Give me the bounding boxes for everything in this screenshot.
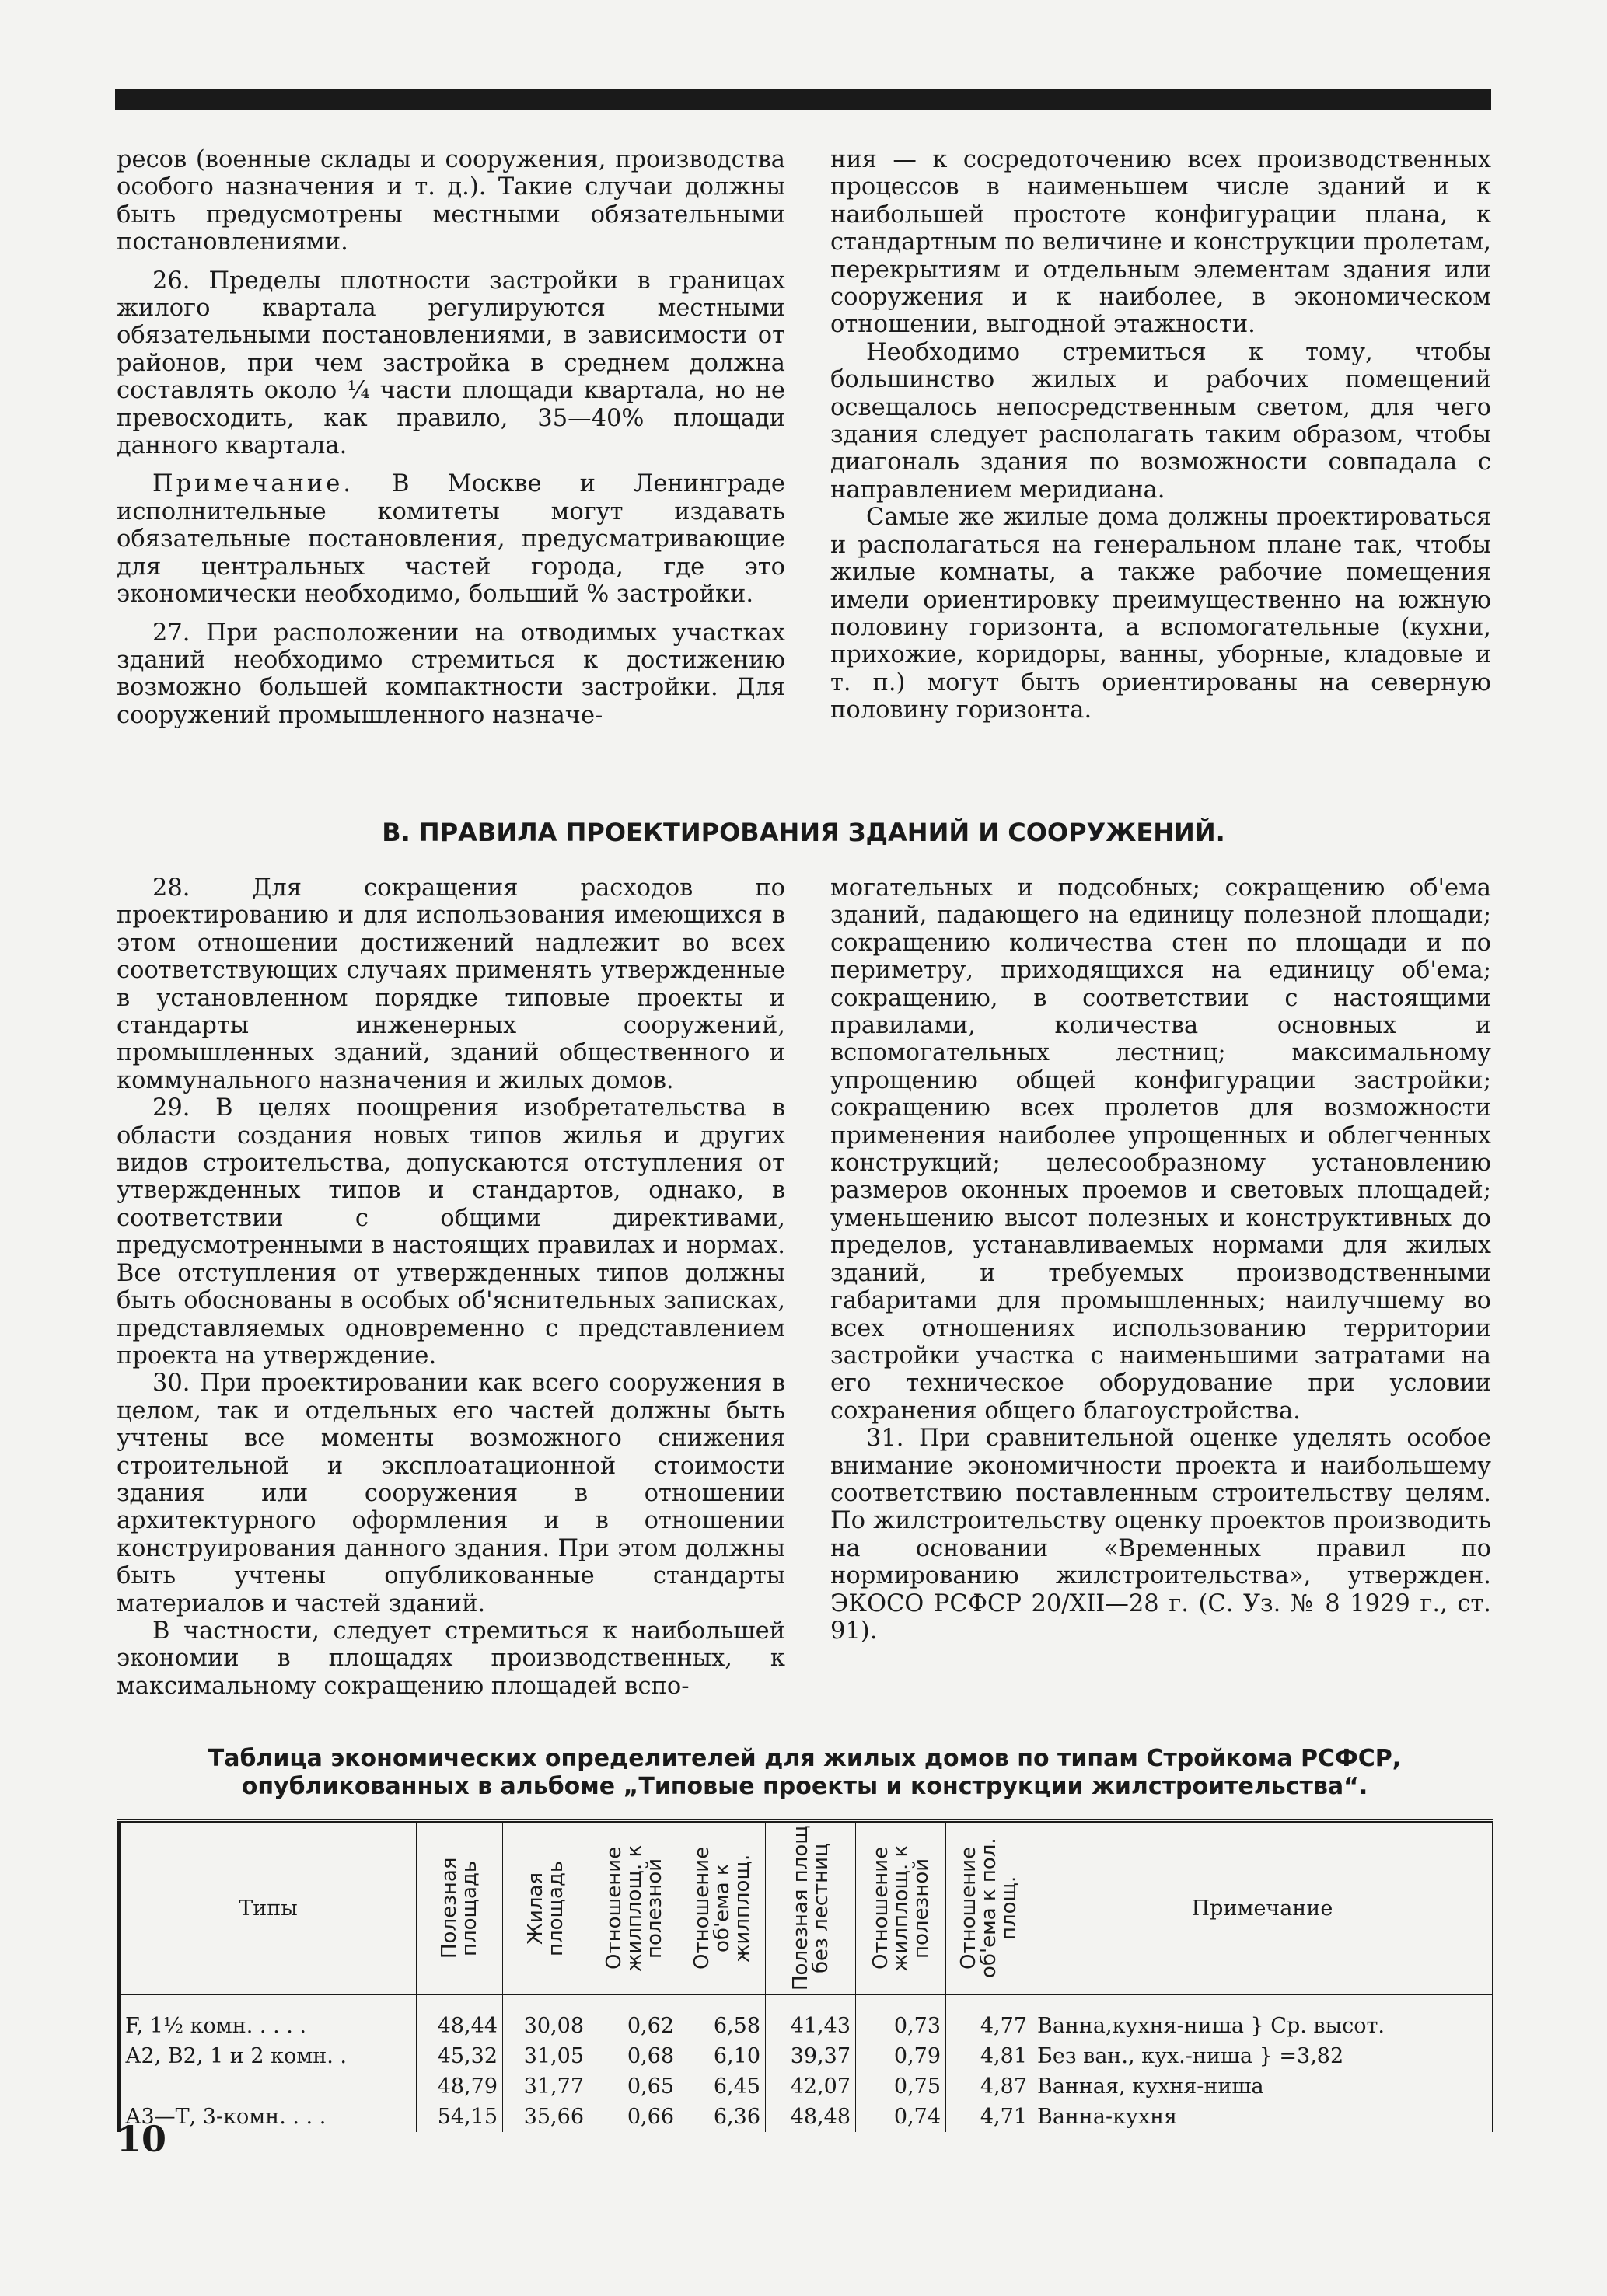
page-number: 10: [117, 2118, 167, 2160]
header-ratio-volume-useful: Отношение об'ема к пол. площ.: [946, 1821, 1032, 1995]
cell-note: Ванна-кухня: [1032, 2102, 1493, 2132]
top-right-column: [830, 146, 1491, 724]
header-living-area: Жилая площадь: [503, 1821, 589, 1995]
economic-table: [117, 1819, 1493, 2132]
cell-note: Ванна,кухня-ниша } Ср. высот.: [1032, 1994, 1493, 2041]
header-useful-area: Полезная площадь: [417, 1821, 503, 1995]
cell: 42,07: [766, 2071, 856, 2102]
table-row: [119, 2102, 1493, 2132]
cell: 39,37: [766, 2041, 856, 2071]
paragraph-31: 31. При сравнительной оценке уделять особое внимание экономичности проекта и наибольшему соответствию поставленным строительству целям. По жилстроительству оценку проектов производить на основании «Временных правил по нормированию жилстроительства», утвержден. ЭКОСО РСФСР 20/XII—28 г. (С. Уз. № 8 1929 г., ст. 91).: [830, 1425, 1491, 1645]
bottom-right-column: [830, 874, 1491, 1645]
paragraph-30: 30. При проектировании как всего сооружения в целом, так и отдельных его частей должны быть учтены все моменты возможного снижения строительной и эксплоатационной стоимости здания или сооружения в отношении архитектурного оформления и в отношении конструирования данного здания. При этом должны быть учтены опубликованные стандарты материалов и частей зданий.: [117, 1370, 785, 1617]
table-row: [119, 1994, 1493, 2041]
header-types: Типы: [119, 1821, 417, 1995]
paragraph: могательных и подсобных; сокращению об'ема зданий, падающего на единицу полезной площади; сокращению количества стен по площади и по периметру, приходящихся на единицу об'ема; сокращению, в соответствии с настоящими правилами, количества основных и вспомогательных лестниц; максимальному упрощению общей конфигурации застройки; сокращению всех пролетов для возможности применения наиболее упрощенных и облегченных конструкций; целесообразному установлению размеров оконных проемов и световых площадей; уменьшению высот полезных и конструктивных до пределов, устанавливаемых нормами для жилых зданий, и требуемых производственными габаритами для промышленных; наилучшему во всех отношениях использованию территории застройки участка с наименьшими затратами на его техническое оборудование при условии сохранения общего благоустройства.: [830, 874, 1491, 1425]
cell: 35,66: [503, 2102, 589, 2132]
cell: 0,73: [856, 1994, 946, 2041]
paragraph-28: 28. Для сокращения расходов по проектированию и для использования имеющихся в этом отношении достижений надлежит во всех соответствующих случаях применять утвержденные в установленном порядке типовые проекты и стандарты инженерных сооружений, промышленных зданий, зданий общественного и коммунального назначения и жилых домов.: [117, 874, 785, 1094]
cell: 0,68: [589, 2041, 679, 2071]
cell: 0,65: [589, 2071, 679, 2102]
cell-note: Без ван., кух.-ниша } =3,82: [1032, 2041, 1493, 2071]
cell: 4,87: [946, 2071, 1032, 2102]
header-ratio-living-useful: Отношение жилплощ. к полезной: [589, 1821, 679, 1995]
top-rule: [115, 89, 1491, 110]
note-label: Примечание.: [152, 470, 354, 498]
cell: 41,43: [766, 1994, 856, 2041]
cell: 6,10: [679, 2041, 766, 2071]
cell-note: Ванная, кухня-ниша: [1032, 2071, 1493, 2102]
header-ratio-volume-living: Отношение об'ема к жилплощ.: [679, 1821, 766, 1995]
paragraph: Самые же жилые дома должны проектироваться и располагаться на генеральном плане так, чтобы жилые комнаты, а также рабочие помещения имели ориентировку преимущественно на южную половину горизонта, а вспомогательные (кухни, прихожие, коридоры, ванны, уборные, кладовые и т. п.) могут быть ориентированы на северную половину горизонта.: [830, 504, 1491, 724]
top-left-column: [117, 146, 785, 729]
paragraph-29: 29. В целях поощрения изобретательства в области создания новых типов жилья и других видов строительства, допускаются отступления от утвержденных типов и стандартов, однако, в соответствии с общими директивами, предусмотренными в настоящих правилах и нормах. Все отступления от утвержденных типов должны быть обоснованы в особых об'яснительных записках, представляемых одновременно с представлением проекта на утверждение.: [117, 1094, 785, 1370]
table-header-row: [119, 1821, 1493, 1995]
paragraph: ресов (военные склады и сооружения, производства особого назначения и т. д.). Такие случаи должны быть предусмотрены местными обязательными постановлениями.: [117, 146, 785, 256]
cell: 6,36: [679, 2102, 766, 2132]
paragraph-27: 27. При расположении на отводимых участках зданий необходимо стремиться к достижению возможно большей компактности застройки. Для сооружений промышленного назначе-: [117, 619, 785, 729]
cell: 6,58: [679, 1994, 766, 2041]
cell: 0,75: [856, 2071, 946, 2102]
paragraph: ния — к сосредоточению всех производственных процессов в наименьшем числе зданий и к наибольшей простоте конфигурации плана, к стандартным по величине и конструкции пролетам, перекрытиям и отдельным элементам здания или сооружения и к наиболее, в экономическом отношении, выгодной этажности.: [830, 146, 1491, 339]
table-row: [119, 2071, 1493, 2102]
paragraph: Необходимо стремиться к тому, чтобы большинство жилых и рабочих помещений освещалось непосредственным светом, для чего здания следует располагать таким образом, чтобы диагональ здания по возможности совпадала с направлением меридиана.: [830, 338, 1491, 504]
bottom-left-column: [117, 874, 785, 1700]
table-row: [119, 2041, 1493, 2071]
cell: 6,45: [679, 2071, 766, 2102]
header-note: Примечание: [1032, 1821, 1493, 1995]
cell: 4,71: [946, 2102, 1032, 2132]
table-caption: Таблица экономических определителей для жилых домов по типам Стройкома РСФСР, опубликованных в альбоме „Типовые проекты и конструкции жилстроительства“.: [208, 1745, 1402, 1800]
header-useful-no-stairs: Полезная площ без лестниц: [766, 1821, 856, 1995]
cell: 48,79: [417, 2071, 503, 2102]
note-text: В Москве и Ленинграде исполнительные комитеты могут издавать обязательные постановления, предусматривающие для центральных частей города, где это экономически необходимо, больший % застройки.: [117, 470, 785, 609]
header-ratio-living-useful-2: Отношение жилплощ. к полезной: [856, 1821, 946, 1995]
cell: 31,77: [503, 2071, 589, 2102]
cell: 0,79: [856, 2041, 946, 2071]
paragraph: В частности, следует стремиться к наибольшей экономии в площадях производственных, к максимальному сокращению площадей вспо-: [117, 1617, 785, 1700]
cell-type: А3—Т, 3-комн. . . .: [119, 2102, 417, 2132]
cell-type: А2, В2, 1 и 2 комн. .: [119, 2041, 417, 2071]
cell: 4,81: [946, 2041, 1032, 2071]
paragraph-26: 26. Пределы плотности застройки в границах жилого квартала регулируются местными обязательными постановлениями, в зависимости от районов, при чем застройка в среднем должна составлять около ¼ части площади квартала, но не превосходить, как правило, 35—40% площади данного квартала.: [117, 267, 785, 460]
cell: 30,08: [503, 1994, 589, 2041]
cell-type: [119, 2071, 417, 2102]
cell: 0,74: [856, 2102, 946, 2132]
cell-type: F, 1½ комн. . . . .: [119, 1994, 417, 2041]
cell: 48,48: [766, 2102, 856, 2132]
cell: 31,05: [503, 2041, 589, 2071]
section-heading: В. ПРАВИЛА ПРОЕКТИРОВАНИЯ ЗДАНИЙ И СООРУЖЕНИЙ.: [382, 818, 1225, 847]
cell: 45,32: [417, 2041, 503, 2071]
cell: 54,15: [417, 2102, 503, 2132]
cell: 0,62: [589, 1994, 679, 2041]
cell: 0,66: [589, 2102, 679, 2132]
note-paragraph: [117, 470, 785, 608]
cell: 48,44: [417, 1994, 503, 2041]
cell: 4,77: [946, 1994, 1032, 2041]
